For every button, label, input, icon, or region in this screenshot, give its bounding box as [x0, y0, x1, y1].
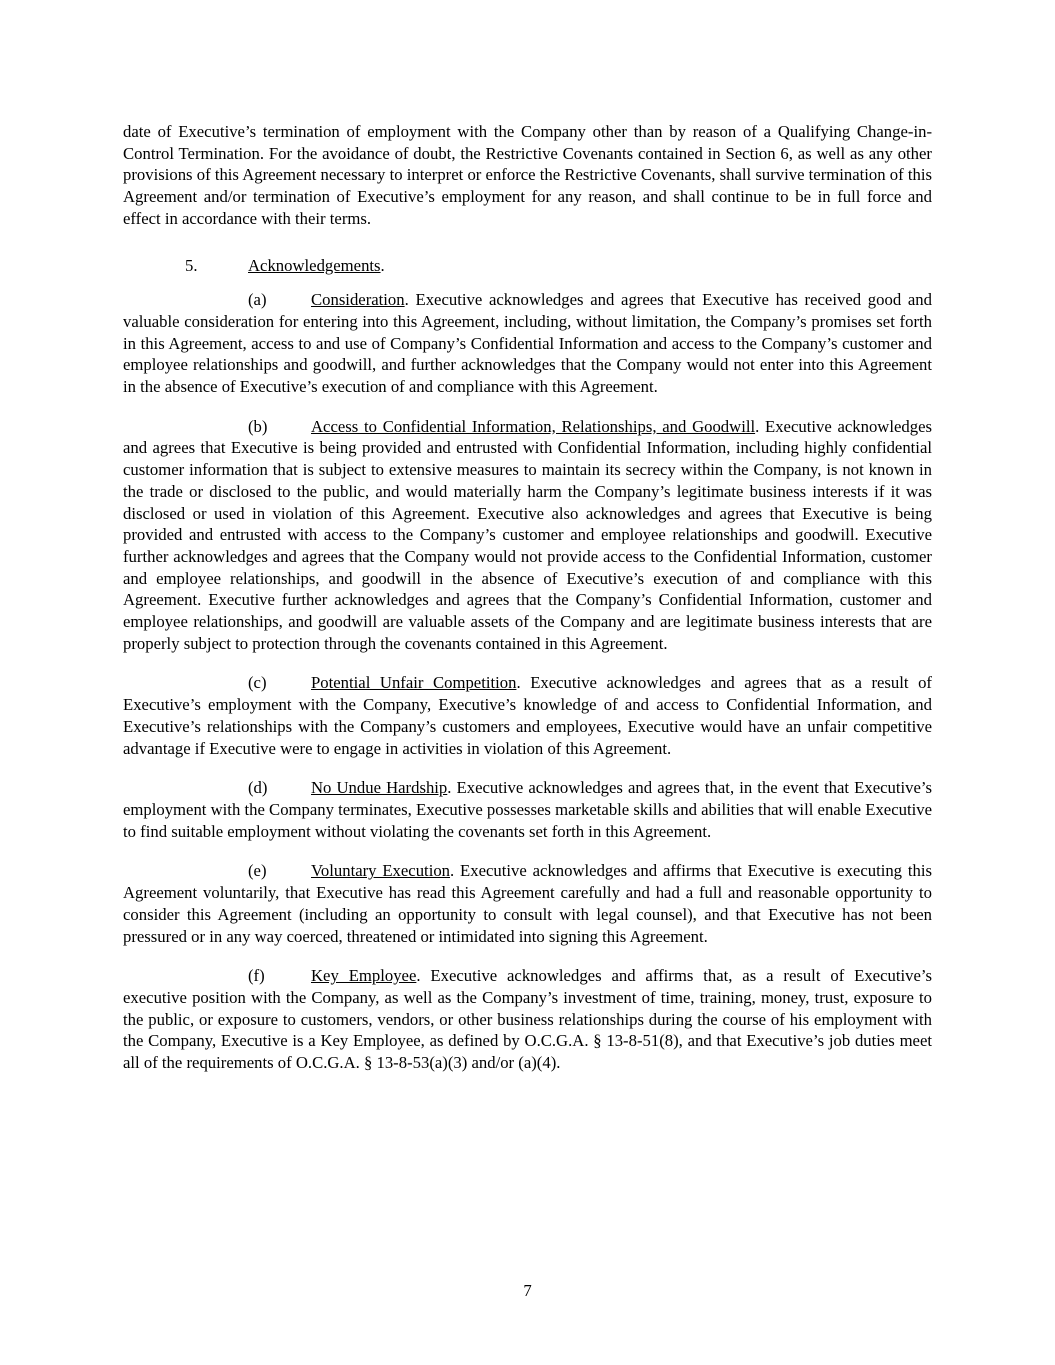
subsection-paragraph-d: [123, 777, 932, 842]
subsection-body-c: . Executive acknowledges and agrees that as a result of Executive’s employment with the Company, Executive’s knowledge of and access to Confidential Information, and Executive’s relationships with the Company’s customers and employees, Executive would have an unfair competitive advantage if Executive were to engage in activities in violation of this Agreement.: [123, 673, 932, 758]
subsection-heading-f: Key Employee: [311, 966, 417, 986]
subsection-heading-d: No Undue Hardship: [311, 778, 448, 798]
continuation-text: date of Executive’s termination of employment with the Company other than by reason of a Qualifying Change-in-Control Termination. For the avoidance of doubt, the Restrictive Covenants contained in Section 6, as well as any other provisions of this Agreement necessary to interpret or enforce the Restrictive Covenants, shall survive termination of this Agreement and/or termination of Executive’s employment for any reason, and shall continue to be in full force and effect in accordance with their terms.: [123, 122, 932, 228]
subsection-heading-c: Potential Unfair Competition: [311, 673, 517, 693]
subsection-heading-e: Voluntary Execution: [311, 861, 451, 881]
subsection-label-e: (e): [248, 861, 267, 881]
page-number: 7: [523, 1281, 532, 1300]
subsection-body-e: . Executive acknowledges and affirms that Executive is executing this Agreement voluntarily, that Executive has read this Agreement carefully and had a full and reasonable opportunity to consider this Agreement (including an opportunity to consult with legal counsel), and that Executive has not been pressured or in any way coerced, threatened or intimidated into signing this Agreement.: [123, 861, 932, 946]
section-title: Acknowledgements: [248, 255, 381, 275]
subsection-label-c: (c): [248, 673, 267, 693]
subsection-paragraph-e: [123, 860, 932, 947]
subsection-label-f: (f): [248, 966, 265, 986]
subsection-label-b: (b): [248, 416, 268, 436]
subsection-heading-b: Access to Confidential Information, Relationships, and Goodwill: [311, 416, 756, 436]
subsection-label-a: (a): [248, 290, 267, 310]
subsection-paragraph-a: [123, 289, 932, 398]
subsection-paragraph-c: [123, 672, 932, 759]
continuation-paragraph: [123, 121, 932, 230]
subsection-paragraph-b: [123, 416, 932, 655]
section-title-suffix: .: [380, 255, 385, 275]
section-heading: [123, 255, 932, 277]
section-number: 5.: [185, 255, 198, 275]
subsection-paragraph-f: [123, 965, 932, 1074]
subsection-body-a: . Executive acknowledges and agrees that Executive has received good and valuable consideration for entering into this Agreement, including, without limitation, the Company’s promises set forth in this Agreement, access to and use of Company’s Confidential Information and access to the Company’s customer and employee relationships and goodwill, and further acknowledges that the Company would not enter into this Agreement in the absence of Executive’s execution of and compliance with this Agreement.: [123, 290, 932, 397]
subsection-body-f: . Executive acknowledges and affirms that, as a result of Executive’s executive position with the Company, as well as the Company’s investment of time, training, money, trust, exposure to the public, or exposure to customers, vendors, or other business relationships during the course of his employment with the Company, Executive is a Key Employee, as defined by O.C.G.A. § 13-8-51(8), and that Executive’s job duties meet all of the requirements of O.C.G.A. § 13-8-53(a)(3) and/or (a)(4).: [123, 966, 932, 1073]
subsection-label-d: (d): [248, 778, 268, 798]
subsection-body-d: . Executive acknowledges and agrees that, in the event that Executive’s employment with the Company terminates, Executive possesses marketable skills and abilities that will enable Executive to find suitable employment without violating the covenants set forth in this Agreement.: [123, 778, 933, 841]
subsection-body-b: . Executive acknowledges and agrees that Executive is being provided and entrusted with Confidential Information, including highly confidential customer information that is subject to extensive measures to maintain its secrecy within the Company, is not known in the trade or disclosed to the public, and would materially harm the Company’s legitimate business interests if it was disclosed or used in violation of this Agreement. Executive also acknowledges and agrees that Executive is being provided and entrusted with access to the Company’s customer and employee relationships and goodwill. Executive further acknowledges and agrees that the Company would not provide access to the Confidential Information, customer and employee relationships, and goodwill in the absence of Executive’s execution of and compliance with this Agreement. Executive further acknowledges and agrees that the Company’s Confidential Information, customer and employee relationships, and goodwill are valuable assets of the Company and are legitimate business interests that are properly subject to protection through the covenants contained in this Agreement.: [123, 416, 932, 653]
subsection-heading-a: Consideration: [311, 290, 405, 310]
